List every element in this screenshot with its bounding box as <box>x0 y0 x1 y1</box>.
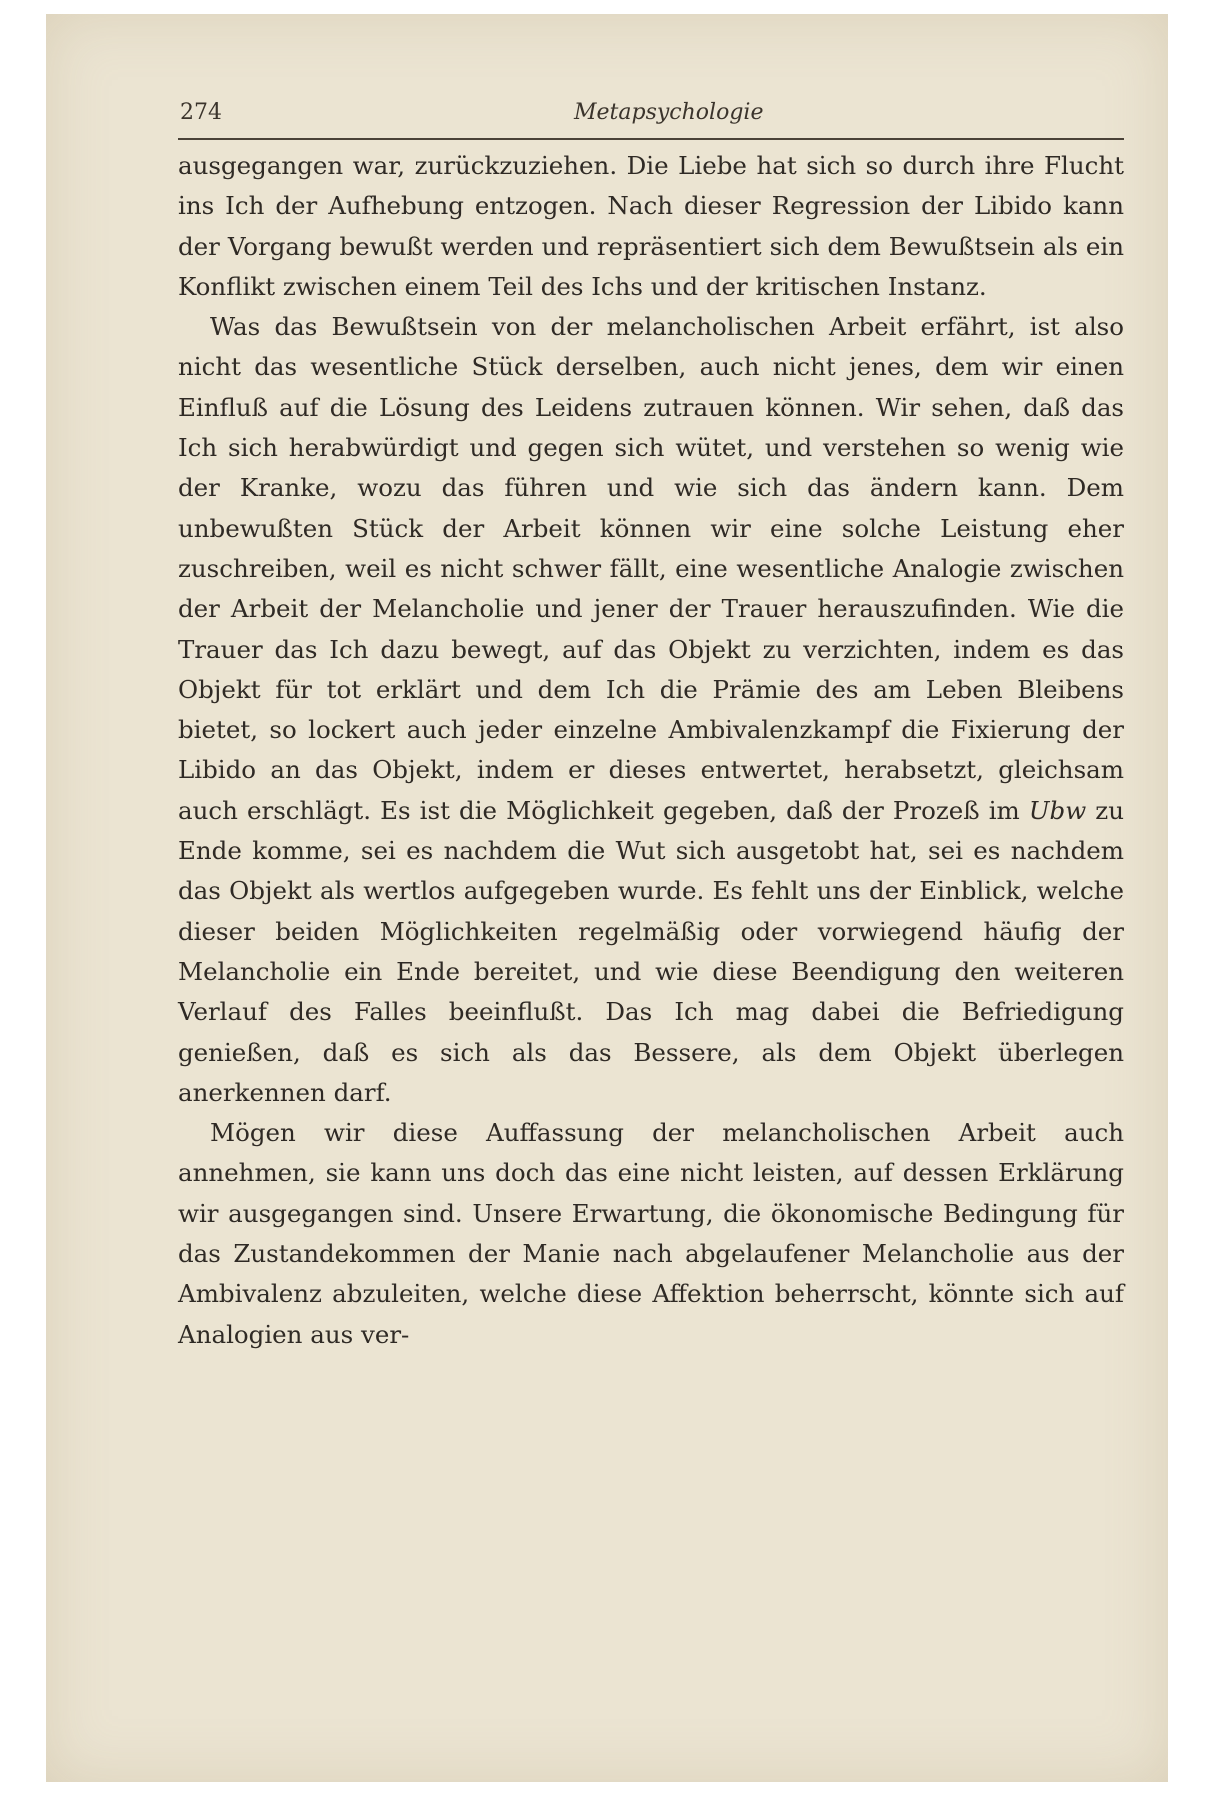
running-head <box>180 100 1126 138</box>
paragraph-2 <box>178 307 1124 1113</box>
paragraph-2-text-before: Was das Bewußtsein von der melancholischen Arbeit erfährt, ist also nicht das wesentliche Stück derselben, auch nicht jenes, dem wir einen Einfluß auf die Lösung des Leidens zutrauen können. Wir sehen, daß das Ich sich herabwürdigt und gegen sich wütet, und verstehen so wenig wie der Kranke, wozu das führen und wie sich das ändern kann. Dem unbewußten Stück der Arbeit können wir eine solche Leistung eher zuschreiben, weil es nicht schwer fällt, eine wesentliche Analogie zwischen der Arbeit der Melancholie und jener der Trauer herauszufinden. Wie die Trauer das Ich dazu bewegt, auf das Objekt zu verzichten, indem es das Objekt für tot erklärt und dem Ich die Prämie des am Leben Bleibens bietet, so lockert auch jeder einzelne Ambivalenzkampf die Fixierung der Libido an das Objekt, indem er dieses entwertet, herabsetzt, gleichsam auch erschlägt. Es ist die Möglichkeit gegeben, daß der Prozeß im <box>178 312 1124 825</box>
header-rule <box>178 138 1124 140</box>
page-number: 274 <box>180 100 222 125</box>
paragraph-3: Mögen wir diese Auffassung der melancholischen Arbeit auch annehmen, sie kann uns doch das eine nicht leisten, auf dessen Erklärung wir ausgegangen sind. Unsere Erwartung, die ökonomische Bedingung für das Zustandekommen der Manie nach abgelaufener Melancholie aus der Ambivalenz abzuleiten, welche diese Affektion beherrscht, könnte sich auf Analogien aus ver- <box>178 1118 1124 1349</box>
paragraph-1: ausgegangen war, zurückzuziehen. Die Liebe hat sich so durch ihre Flucht ins Ich der Aufhebung entzogen. Nach dieser Regression der Libido kann der Vorgang bewußt werden und repräsentiert sich dem Bewußtsein als ein Konflikt zwischen einem Teil des Ichs und der kritischen Instanz. <box>178 151 1124 301</box>
body-text <box>178 146 1124 1355</box>
ubw-emphasis: Ubw <box>1028 795 1087 825</box>
running-title: Metapsychologie <box>574 100 764 125</box>
paragraph-2-text-after: zu Ende komme, sei es nachdem die Wut sich ausgetobt hat, sei es nachdem das Objekt als wertlos aufgegeben wurde. Es fehlt uns der Einblick, welche dieser beiden Möglichkeiten regelmäßig oder vorwiegend häufig der Melancholie ein Ende bereitet, und wie diese Beendigung den weiteren Verlauf des Falles beeinflußt. Das Ich mag dabei die Befriedigung genießen, daß es sich als das Bessere, als dem Objekt überlegen anerkennen darf. <box>178 795 1124 1107</box>
